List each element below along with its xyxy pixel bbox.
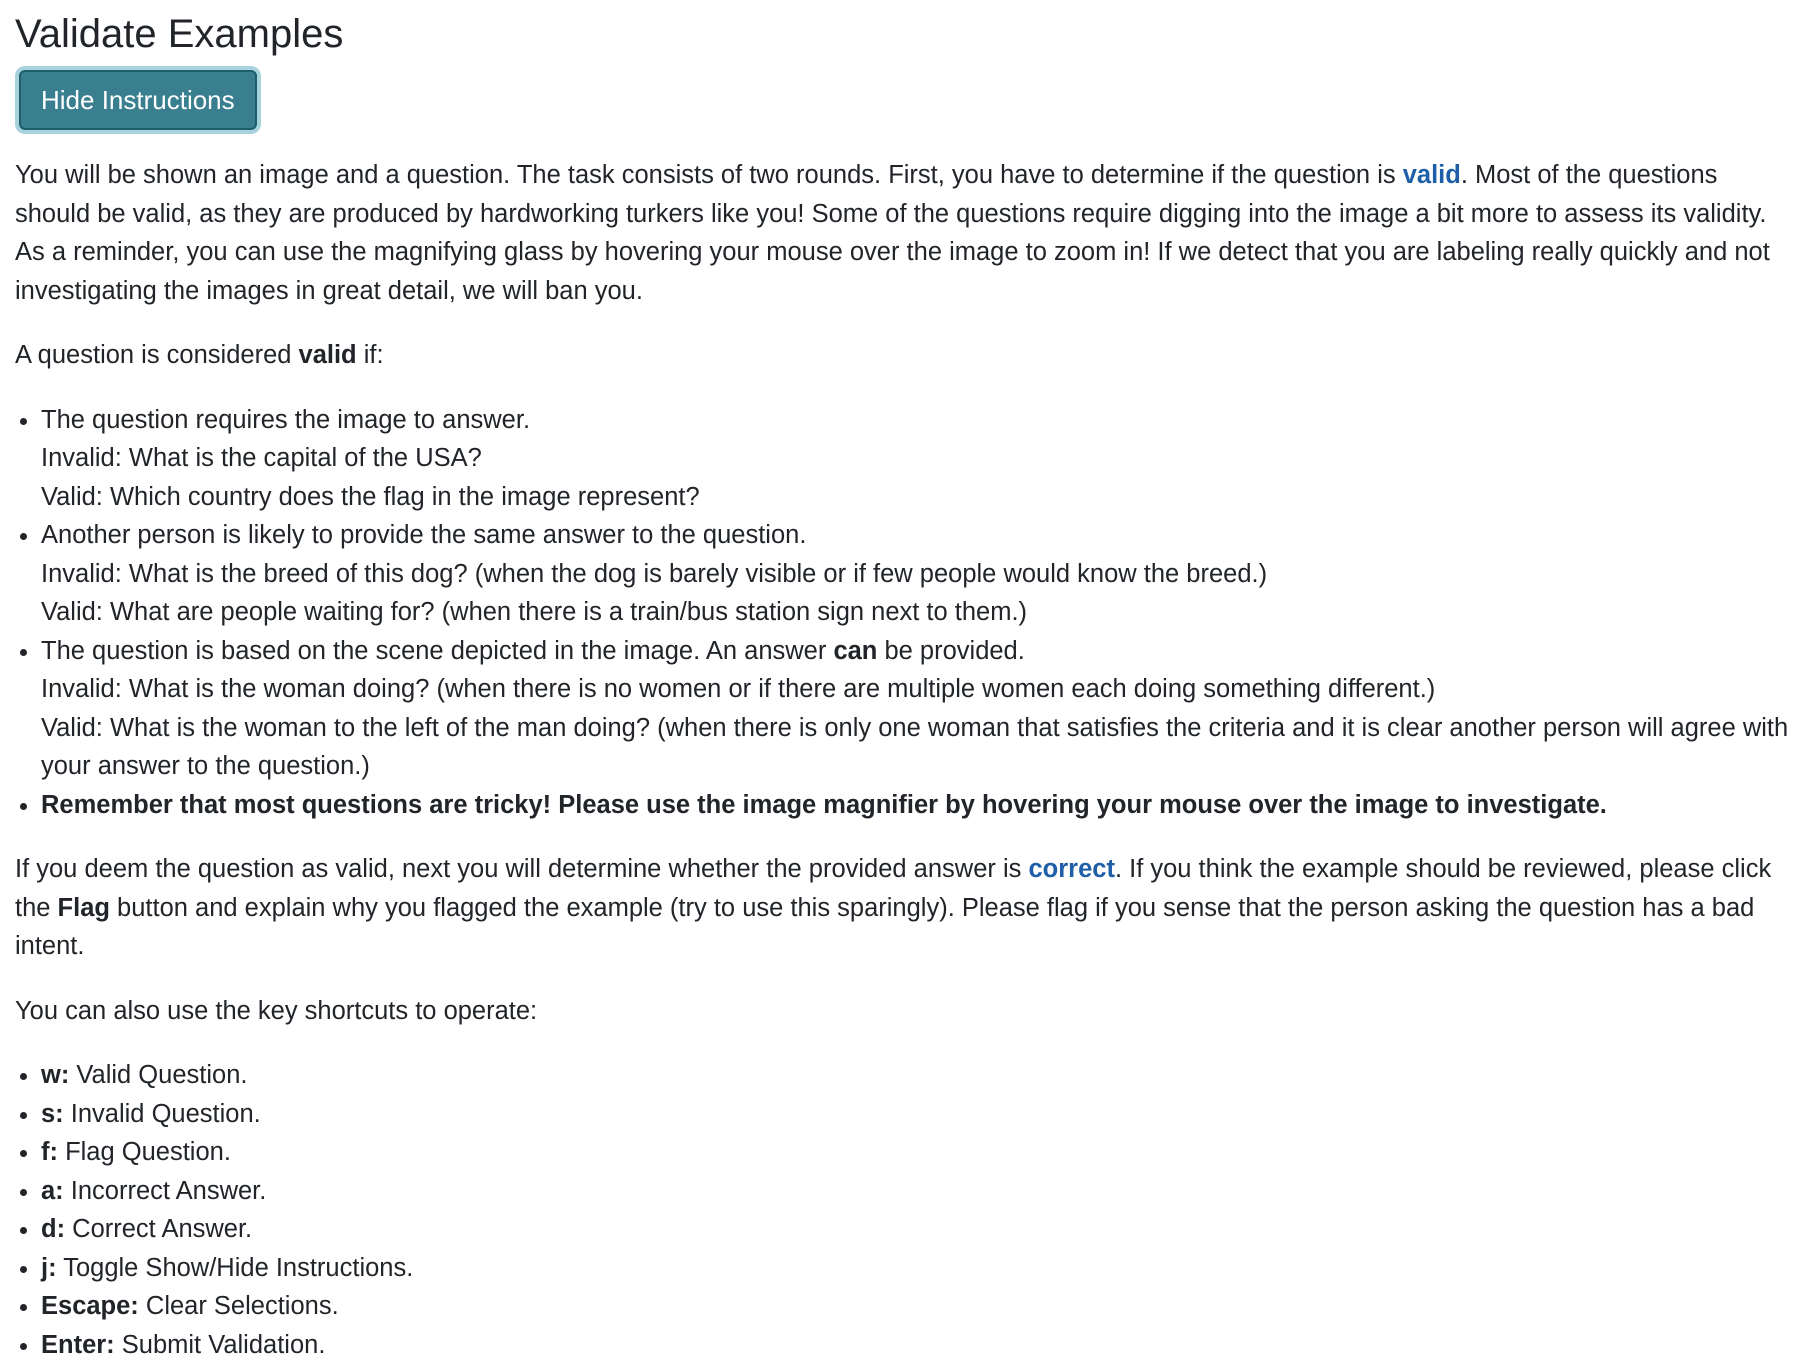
shortcut-desc: Valid Question. <box>69 1061 247 1089</box>
criterion-invalid-example: Invalid: What is the breed of this dog? (when the dog is barely visible or if few people would know the breed.) <box>41 555 1799 594</box>
criterion-main-post: be provided. <box>877 637 1024 665</box>
shortcut-item <box>41 1210 1799 1249</box>
page-title: Validate Examples <box>15 10 1799 58</box>
shortcut-item <box>41 1287 1799 1326</box>
reminder-item <box>41 786 1799 825</box>
criterion-item <box>41 632 1799 786</box>
criterion-valid-example: Valid: Which country does the flag in the image represent? <box>41 478 1799 517</box>
criteria-intro-bold: valid <box>299 341 357 369</box>
correct-keyword: correct <box>1028 855 1114 883</box>
criterion-valid-example: Valid: What are people waiting for? (when there is a train/bus station sign next to them.) <box>41 593 1799 632</box>
shortcut-desc: Clear Selections. <box>139 1292 339 1320</box>
shortcut-key: w: <box>41 1061 69 1089</box>
shortcut-item <box>41 1326 1799 1364</box>
criterion-valid-example: Valid: What is the woman to the left of the man doing? (when there is only one woman that satisfies the criteria and it is clear another person will agree with your answer to the question.) <box>41 709 1799 786</box>
criteria-intro <box>15 336 1799 375</box>
shortcut-desc: Invalid Question. <box>64 1100 261 1128</box>
intro-text-1: You will be shown an image and a question. The task consists of two rounds. First, you have to determine if the question is <box>15 161 1403 189</box>
validity-criteria-list <box>15 401 1799 825</box>
criterion-invalid-example: Invalid: What is the capital of the USA? <box>41 439 1799 478</box>
valid-keyword: valid <box>1403 161 1461 189</box>
shortcut-key: j: <box>41 1254 57 1282</box>
criterion-invalid-example: Invalid: What is the woman doing? (when there is no women or if there are multiple women each doing something different.) <box>41 670 1799 709</box>
shortcut-item <box>41 1133 1799 1172</box>
hide-instructions-button[interactable]: Hide Instructions <box>19 70 257 130</box>
criteria-intro-post: if: <box>357 341 384 369</box>
shortcut-desc: Submit Validation. <box>115 1331 326 1359</box>
shortcuts-list <box>15 1056 1799 1364</box>
intro-text-2: . Most of the questions should be valid, as they are produced by hardworking turkers like you! Some of the questions require digging into the image a bit more to assess its validity. As a reminder, you can use the magnifying glass by hovering your mouse over the image to zoom in! If we detect that you are labeling really quickly and not investigating the images in great detail, we will ban you. <box>15 161 1770 305</box>
criterion-main: • Another person is likely to provide the same answer to the question. <box>41 516 1799 555</box>
second-round-text-1: If you deem the question as valid, next you will determine whether the provided answer is <box>15 855 1028 883</box>
second-round-text-2: . If you think the example should be reviewed, please click the <box>15 855 1771 922</box>
shortcut-desc: Flag Question. <box>58 1138 231 1166</box>
second-round-text-3: button and explain why you flagged the example (try to use this sparingly). Please flag if you sense that the person asking the question has a bad intent. <box>15 894 1754 961</box>
criteria-intro-pre: A question is considered <box>15 341 299 369</box>
criterion-main: • The question requires the image to answer. <box>41 401 1799 440</box>
shortcut-desc: Correct Answer. <box>65 1215 252 1243</box>
shortcuts-intro: You can also use the key shortcuts to operate: <box>15 992 1799 1031</box>
criterion-main-pre: The question is based on the scene depicted in the image. An answer <box>41 637 833 665</box>
shortcut-key: Escape: <box>41 1292 139 1320</box>
criterion-main <box>41 632 1799 671</box>
shortcut-key: f: <box>41 1138 58 1166</box>
intro-paragraph <box>15 156 1799 310</box>
shortcut-key: s: <box>41 1100 64 1128</box>
criterion-item <box>41 401 1799 517</box>
criterion-main-bold: can <box>833 637 877 665</box>
shortcut-item <box>41 1056 1799 1095</box>
second-round-paragraph <box>15 850 1799 966</box>
shortcut-desc: Toggle Show/Hide Instructions. <box>57 1254 414 1282</box>
criterion-item <box>41 516 1799 632</box>
shortcut-item <box>41 1249 1799 1288</box>
shortcut-key: Enter: <box>41 1331 115 1359</box>
shortcut-key: d: <box>41 1215 65 1243</box>
shortcut-key: a: <box>41 1177 64 1205</box>
shortcut-desc: Incorrect Answer. <box>64 1177 267 1205</box>
shortcut-item <box>41 1172 1799 1211</box>
shortcut-item <box>41 1095 1799 1134</box>
flag-keyword: Flag <box>58 894 110 922</box>
reminder-text: Remember that most questions are tricky! Please use the image magnifier by hovering your mouse over the image to investigate. <box>41 791 1607 819</box>
